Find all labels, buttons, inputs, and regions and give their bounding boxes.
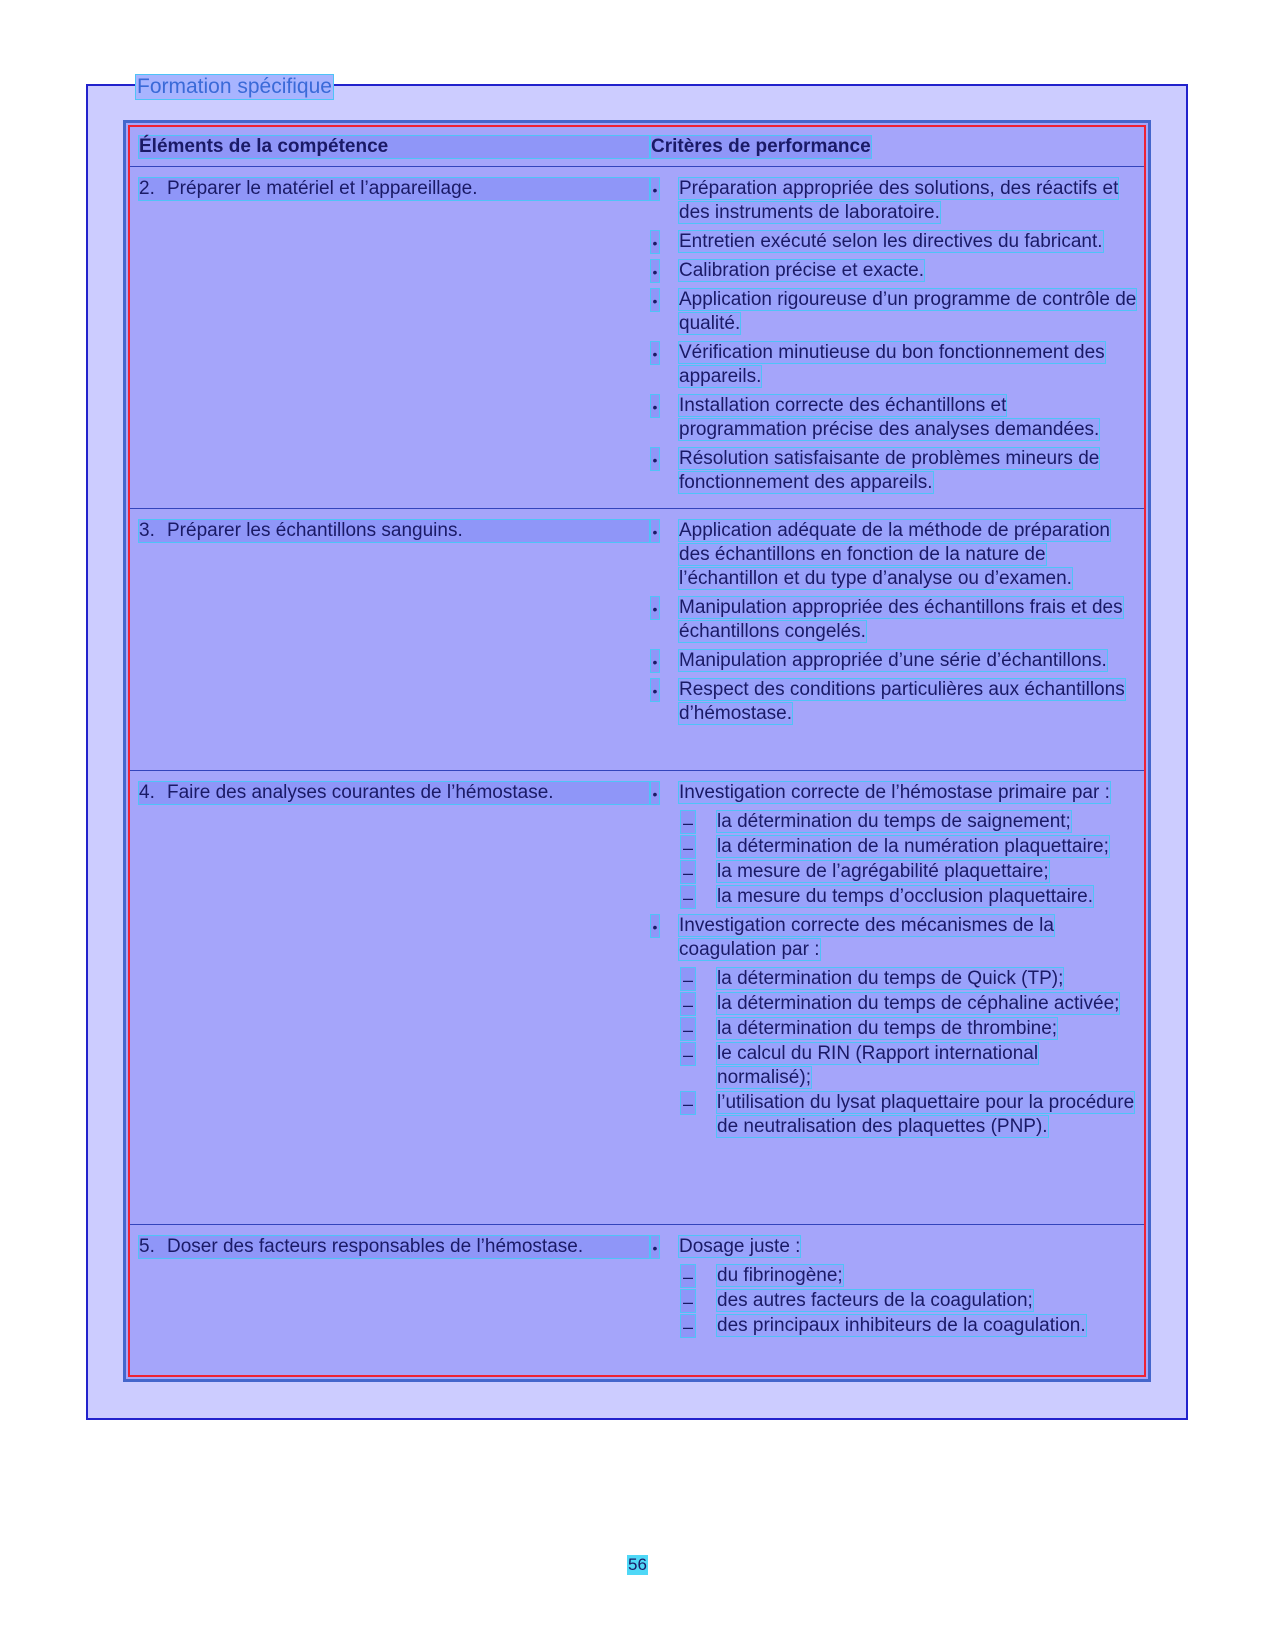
criterion-text: Investigation correcte des mécanismes de la coagulation par : (679, 915, 1054, 960)
bullet-marker: • (650, 519, 660, 543)
criterion-text: Calibration précise et exacte. (679, 260, 925, 281)
sub-criterion-text: des principaux inhibiteurs de la coagulation. (717, 1315, 1086, 1336)
sub-criterion-item (648, 967, 1138, 991)
bullet-marker: • (650, 230, 660, 254)
bullet-marker: • (650, 288, 660, 312)
bullet-marker: • (650, 177, 660, 201)
criterion-text: Résolution satisfaisante de problèmes mineurs de fonctionnement des appareils. (679, 448, 1100, 493)
criterion-text: Préparation appropriée des solutions, des réactifs et des instruments de laboratoire. (679, 178, 1119, 223)
competence-element: 2. Préparer le matériel et l’appareillage. (138, 177, 650, 201)
competence-element: 5. Doser des facteurs responsables de l’hémostase. (138, 1235, 650, 1259)
criterion-text: Investigation correcte de l’hémostase primaire par : (679, 782, 1110, 803)
criterion-item (648, 447, 1138, 495)
page-number: 56 (628, 1555, 647, 1574)
criterion-item (648, 394, 1138, 442)
performance-criteria (648, 519, 1138, 731)
criterion-text: Entretien exécuté selon les directives du fabricant. (679, 231, 1103, 252)
sub-criterion-text: la détermination du temps de thrombine; (717, 1018, 1058, 1039)
criterion-text: Application adéquate de la méthode de préparation des échantillons en fonction de la nature de l’échantillon et du type d’analyse ou d’examen. (679, 520, 1110, 589)
sub-criterion-text: la mesure du temps d’occlusion plaquettaire. (717, 886, 1093, 907)
sub-criterion-text: la détermination du temps de céphaline activée; (717, 993, 1120, 1014)
performance-criteria (648, 177, 1138, 500)
criterion-text: Installation correcte des échantillons et programmation précise des analyses demandées. (679, 395, 1100, 440)
criterion-item (648, 914, 1138, 962)
sub-criterion-item (648, 835, 1138, 859)
dash-marker: – (680, 860, 696, 884)
table-row (130, 771, 1144, 1225)
sub-criterion-item (648, 860, 1138, 884)
dash-marker: – (680, 1042, 696, 1066)
dash-marker: – (680, 810, 696, 834)
header-elements: Éléments de la compétence (138, 135, 656, 159)
header-criteria: Critères de performance (651, 136, 871, 157)
sub-criterion-item (648, 1264, 1138, 1288)
table-header (130, 127, 1144, 167)
bullet-marker: • (650, 649, 660, 673)
sub-criterion-item (648, 1314, 1138, 1338)
table-row (130, 1225, 1144, 1377)
sub-criterion-text: la détermination du temps de saignement; (717, 811, 1071, 832)
criterion-item (648, 649, 1138, 673)
sub-criterion-text: la mesure de l’agrégabilité plaquettaire; (717, 861, 1049, 882)
competence-element: 3. Préparer les échantillons sanguins. (138, 519, 650, 543)
bullet-marker: • (650, 914, 660, 938)
table-inner-border (128, 125, 1146, 1377)
criterion-item (648, 259, 1138, 283)
dash-marker: – (680, 992, 696, 1016)
dash-marker: – (680, 1264, 696, 1288)
sub-criterion-text: l’utilisation du lysat plaquettaire pour la procédure de neutralisation des plaquettes (PNP). (717, 1092, 1135, 1137)
criterion-text: Application rigoureuse d’un programme de contrôle de qualité. (679, 289, 1137, 334)
sub-criterion-item (648, 992, 1138, 1016)
criterion-text: Dosage juste : (679, 1236, 801, 1257)
sub-criterion-text: la détermination du temps de Quick (TP); (717, 968, 1064, 989)
criterion-item (648, 519, 1138, 591)
criterion-text: Manipulation appropriée d’une série d’échantillons. (679, 650, 1107, 671)
sub-criterion-item (648, 1017, 1138, 1041)
sub-criterion-item (648, 885, 1138, 909)
criterion-item (648, 230, 1138, 254)
sub-criterion-item (648, 1091, 1138, 1139)
bullet-marker: • (650, 781, 660, 805)
criterion-item (648, 341, 1138, 389)
dash-marker: – (680, 967, 696, 991)
dash-marker: – (680, 1017, 696, 1041)
criterion-text: Respect des conditions particulières aux échantillons d’hémostase. (679, 679, 1125, 724)
bullet-marker: • (650, 596, 660, 620)
bullet-marker: • (650, 394, 660, 418)
criterion-item (648, 177, 1138, 225)
bullet-marker: • (650, 447, 660, 471)
criterion-item (648, 781, 1138, 805)
criterion-item (648, 678, 1138, 726)
criterion-item (648, 288, 1138, 336)
dash-marker: – (680, 1091, 696, 1115)
sub-criterion-item (648, 810, 1138, 834)
sub-criterion-item (648, 1042, 1138, 1090)
competence-element: 4. Faire des analyses courantes de l’hémostase. (138, 781, 650, 805)
dash-marker: – (680, 1289, 696, 1313)
sub-criterion-item (648, 1289, 1138, 1313)
dash-marker: – (680, 885, 696, 909)
table-row (130, 509, 1144, 771)
criterion-text: Manipulation appropriée des échantillons frais et des échantillons congelés. (679, 597, 1123, 642)
bullet-marker: • (650, 341, 660, 365)
competence-table (123, 120, 1151, 1382)
bullet-marker: • (650, 259, 660, 283)
section-title: Formation spécifique (137, 75, 332, 98)
dash-marker: – (680, 1314, 696, 1338)
sub-criterion-text: des autres facteurs de la coagulation; (717, 1290, 1033, 1311)
sub-criterion-text: la détermination de la numération plaquettaire; (717, 836, 1109, 857)
sub-criterion-text: du fibrinogène; (717, 1265, 843, 1286)
bullet-marker: • (650, 678, 660, 702)
performance-criteria (648, 1235, 1138, 1343)
table-row (130, 167, 1144, 509)
performance-criteria (648, 781, 1138, 1144)
bullet-marker: • (650, 1235, 660, 1259)
criterion-item (648, 1235, 1138, 1259)
sub-criterion-text: le calcul du RIN (Rapport international normalisé); (717, 1043, 1039, 1088)
spacer (648, 1140, 1138, 1144)
criterion-item (648, 596, 1138, 644)
criterion-text: Vérification minutieuse du bon fonctionnement des appareils. (679, 342, 1105, 387)
spacer (648, 1339, 1138, 1343)
dash-marker: – (680, 835, 696, 859)
